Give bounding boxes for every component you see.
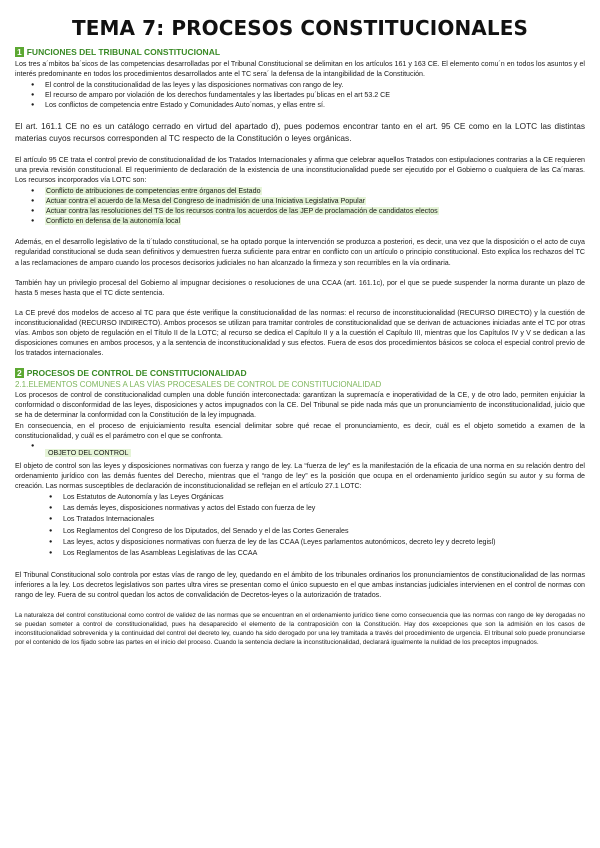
paragraph-ademas: Además, en el desarrollo legislativo de la ti´tulado constitucional, se ha optado porque la intervención se produzca a posteriori, es decir, una vez que la disposición o el acto de cuya regularidad constitucional se duda sean definitivos y demuestren fuerza suficiente para entrar en conflicto con un artículo o principio constitucional. Esto explica los rechazos del TC a las reclamaciones de amparo cuando los procesos decisorios judiciales no han alcanzado la firmeza y son recurribles en la vía ordinaria. [15, 238, 585, 267]
paragraph-objeto: El objeto de control son las leyes y disposiciones normativas con fuerza y rango de ley. La “fuerza de ley” es la manifestación de la eficacia de una norma en su relación dentro del ordenamiento jurídico con las demás fuentes del Derecho, mientras que el “rango de ley” es la posición que ocupa en el ordenamiento jurídico según su autor y su forma de creación. Las normas susceptibles de declaración de inconstitucionalidad se reflejan en el artículo 27.1 LOTC: [15, 461, 585, 490]
paragraph-privilegio: También hay un privilegio procesal del Gobierno al impugnar decisiones o resoluciones de una CCAA (art. 161.1c), por el que se puede suspender la norma durante un plazo de hasta 5 meses hasta que el TC dicte sentencia. [15, 278, 585, 297]
paragraph-naturaleza: La naturaleza del control constitucional como control de validez de las normas que se encuentran en el ordenamiento jurídico tiene como consecuencia que las normas con rango de ley derogadas no se puedan someter a control de constitucionalidad, pues ha desaparecido el elemento de la contraposición con la Constitución. Hay dos excepciones que son la admisión en los casos de inconstitucionalidad sobrevenida y la continuidad del control del decreto ley, cuando ha sido derogado por una ley tramitada a través del procedimiento de urgencia. El tribunal solo puede pronunciarse por el contenido de los fijado sobre las partes en el inicio del proceso. Cuando la sentencia declare la inconstitucionalidad, declarará igualmente la nulidad de los preceptos impugnados. [15, 611, 585, 647]
section-number-badge: 2 [17, 368, 22, 379]
section-2-heading [15, 368, 585, 378]
lotc-recursos-list [15, 186, 585, 226]
section-1-heading [15, 47, 585, 57]
lotc27-list [15, 492, 585, 559]
list-item: ● Los Tratados Internacionales [63, 514, 585, 525]
paragraph-tc-control: El Tribunal Constitucional solo controla por estas vías de rango de ley, quedando en el ámbito de los tribunales ordinarios los pronunciamientos de constitucionalidad de las normas inferiores a la ley. Los decretos legislativos son partes ultra vires se presentan como el único supuesto en el que ambas instancias judiciales intervienen en el control de normas con rango de ley. Fuera de su control quedan los actos de convalidación de Decretos-leyes o la autorización de tratados. [15, 571, 585, 600]
objeto-heading: ● OBJETO DEL CONTROL [45, 442, 585, 460]
page-title: TEMA 7: PROCESOS CONSTITUCIONALES [72, 16, 528, 40]
paragraph-consecuencia: En consecuencia, en el proceso de enjuiciamiento resulta esencial delimitar sobre qué recae el pronunciamiento, es decir, cuál es el objeto sometido a examen de la constitucionalidad, y cuál es el parámetro con el que se confronta. [15, 421, 585, 440]
paragraph-ce-modelos: La CE prevé dos modelos de acceso al TC para que éste verifique la constitucionalidad de las normas: el recurso de inconstitucionalidad (RECURSO DIRECTO) y la cuestión de inconstitucionalidad (RECURSO INDIRECTO). Ambos procesos se utilizan para tramitar controles de constitucionalidad que se derivan de actuaciones iniciadas ante el TC por otras vías. Ambos son objeto de regulación en el Título II de la LOTC; al recurso se dedica el Capítulo II y a la cuestión el Capítulo III, mientras que los Capítulos IV y V se dedican a las disposiciones comunes en ambos procesos, y a la sentencia de inconstitucionalidad y sus efectos. Fuera de esos dos procedimientos básicos se coloca el especial control previo de los tratados internacionales. [15, 308, 585, 358]
list-item: ● Los Reglamentos de las Asambleas Legislativas de las CCAA [63, 548, 585, 559]
list-item: ● Las leyes, actos y disposiciones normativas con fuerza de ley de las CCAA (Leyes parlamentos autonómicos, decreto ley y decreto legisl) [63, 537, 585, 548]
list-item: ● El recurso de amparo por violación de los derechos fundamentales y las libertades pu´blicas en el art 53.2 CE [45, 90, 585, 100]
list-item: ● Actuar contra el acuerdo de la Mesa del Congreso de inadmisión de una Iniciativa Legislativa Popular [45, 196, 585, 206]
paragraph-art161: El art. 161.1 CE no es un catálogo cerrado en virtud del apartado d), pues podemos encontrar tanto en el art. 95 CE como en la LOTC las distintas materias cuyos recursos corresponden al TC respecto de la Constitución o leyes orgánicas. [15, 121, 585, 144]
competencias-list [15, 80, 585, 110]
list-item: ● Los Estatutos de Autonomía y las Leyes Orgánicas [63, 492, 585, 503]
subsection-title: 2.1.ELEMENTOS COMUNES A LAS VÍAS PROCESALES DE CONTROL DE CONSTITUCIONALIDAD [15, 380, 382, 390]
list-item: ● Los Reglamentos del Congreso de los Diputados, del Senado y el de las Cortes Generales [63, 526, 585, 537]
list-item: ● Los conflictos de competencia entre Estado y Comunidades Auto´nomas, y ellas entre sí. [45, 100, 585, 110]
section-title: FUNCIONES DEL TRIBUNAL CONSTITUCIONAL [26, 47, 221, 57]
list-item: ● Actuar contra las resoluciones del TS de los recursos contra los acuerdos de las JEP de proclamación de candidatos electos [45, 206, 585, 216]
section-title: PROCESOS DE CONTROL DE CONSTITUCIONALIDAD [26, 368, 247, 379]
paragraph-intro: Los tres a´mbitos ba´sicos de las competencias desarrolladas por el Tribunal Constitucional se delimitan en los artículos 161 y 163 CE. El elemento comu´n en todos los asuntos y el interés predominante en todos los procedimientos desarrollados ante el TC sera´ la defensa de la intangibilidad de la Constitución. [15, 60, 585, 79]
paragraph-art95: El artículo 95 CE trata el control previo de constitucionalidad de los Tratados Internacionales y afirma que celebrar aquellos Tratados con estipulaciones contrarias a la CE requieren una previa revisión constitucional. El requerimiento de declaración de la existencia de una inconstitucionalidad puede ser ejecutido por el Gobierno o cualquiera de las Ca´maras. Los recursos incorporados vía LOTC son: [15, 155, 585, 184]
paragraph-procesos: Los procesos de control de constitucionalidad cumplen una doble función interconectada: garantizan la supremacía e inoperatividad de la CE, y de otro lado, permiten enjuiciar la conformidad o disconformidad de las leyes, disposiciones y actos impugnados con la CE. Del Tribunal se pide nada más que un pronunciamiento de inconstitucionalidad, juicio que se ha de determinar la conformidad con la Constitución de la ley impugnada. [15, 391, 585, 420]
list-item: ● Conflicto de atribuciones de competencias entre órganos del Estado [45, 186, 585, 196]
section-number-badge: 1 [17, 47, 22, 57]
list-item: ● Las demás leyes, disposiciones normativas y actos del Estado con fuerza de ley [63, 503, 585, 514]
list-item: ● El control de la constitucionalidad de las leyes y las disposiciones normativas con rango de ley. [45, 80, 585, 90]
list-item: ● Conflicto en defensa de la autonomía local [45, 216, 585, 226]
